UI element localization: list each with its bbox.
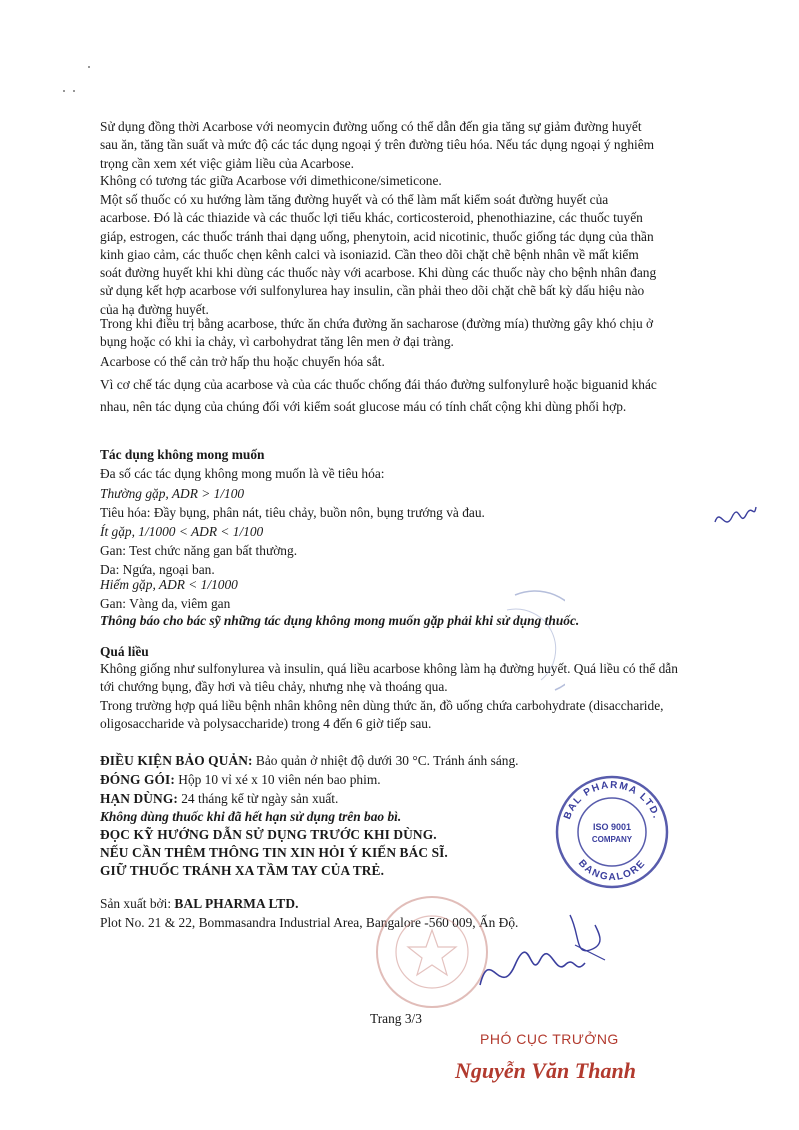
- stamp-top-text: BAL PHARMA LTD.: [562, 779, 662, 821]
- scan-speck: [88, 66, 90, 68]
- scan-speck: [63, 90, 65, 92]
- manufacturer-address: Plot No. 21 & 22, Bommasandra Industrial Area, Bangalore -560 009, Ấn Độ.: [100, 915, 519, 930]
- overdose-paragraph-2: Trong trường hợp quá liều bệnh nhân không nên dùng thức ăn, đồ uống chứa carbohydrate (disaccharide, oligosaccharide và polysaccharide) trong 4 đến 6 giờ tiếp sau.: [100, 698, 664, 732]
- interaction-paragraph-4: Trong khi điều trị bằng acarbose, thức ăn chứa đường ăn sacharose (đường mía) thường gây khó chịu ở bụng hoặc có khi ỉa chảy, vì carbohydrat tăng lên men ở đại tràng.: [100, 316, 654, 350]
- adverse-uncommon-skin: Da: Ngứa, ngoại ban.: [100, 562, 215, 577]
- signatory-title: PHÓ CỤC TRƯỞNG: [480, 1031, 619, 1047]
- warning-read-instructions: ĐỌC KỸ HƯỚNG DẪN SỬ DỤNG TRƯỚC KHI DÙNG.: [100, 827, 437, 842]
- stamp-company-text: COMPANY: [591, 835, 633, 844]
- signature-scribble-upper: [710, 497, 760, 537]
- stamp-iso-text: ISO 9001: [592, 822, 632, 832]
- warning-keep-away-children: GIỮ THUỐC TRÁNH XA TẦM TAY CỦA TRẺ.: [100, 863, 385, 878]
- manufacturer-name: BAL PHARMA LTD.: [174, 896, 299, 911]
- faint-stamp-fragment: [505, 590, 565, 700]
- adverse-uncommon-label: Ít gặp, 1/1000 < ADR < 1/100: [100, 524, 264, 539]
- adverse-rare-label: Hiếm gặp, ADR < 1/1000: [100, 577, 238, 592]
- packing-label: ĐÓNG GÓI:: [100, 772, 175, 787]
- scan-speck: [73, 90, 75, 92]
- warning-ask-doctor: NẾU CẦN THÊM THÔNG TIN XIN HỎI Ý KIẾN BÁC SĨ.: [100, 845, 448, 860]
- adverse-common-text: Tiêu hóa: Đầy bụng, phân nát, tiêu chảy, buồn nôn, bụng trướng và đau.: [100, 505, 485, 520]
- svg-text:BAL PHARMA LTD.: [562, 780, 662, 821]
- overdose-heading: Quá liều: [100, 644, 149, 659]
- storage-line: [100, 752, 680, 770]
- packing-text: Hộp 10 vỉ xé x 10 viên nén bao phim.: [174, 772, 381, 787]
- interaction-paragraph-5: Acarbose có thể cản trở hấp thu hoặc chuyển hóa sắt.: [100, 354, 385, 369]
- svg-text:BANGALORE: [576, 858, 648, 883]
- expiry-label: HẠN DÙNG:: [100, 791, 178, 806]
- adverse-uncommon-liver: Gan: Test chức năng gan bất thường.: [100, 543, 298, 558]
- adverse-heading: Tác dụng không mong muốn: [100, 447, 265, 462]
- page-number: Trang 3/3: [370, 1011, 422, 1026]
- company-stamp: [552, 772, 672, 892]
- warning-expired: Không dùng thuốc khi đã hết hạn sử dụng trên bao bì.: [100, 809, 402, 824]
- stamp-bottom-text: BANGALORE: [575, 857, 649, 884]
- adverse-rare-text: Gan: Vàng da, viêm gan: [100, 596, 231, 611]
- overdose-paragraph-1: Không giống như sulfonylurea và insulin, quá liều acarbose không làm hạ đường huyết. Quá liều có thể dẫn tới chướng bụng, đầy hơi và tiêu chảy, nhưng nhẹ và thoáng qua.: [100, 661, 678, 695]
- signatory-name: Nguyễn Văn Thanh: [455, 1058, 636, 1083]
- signature-main: [470, 905, 630, 1005]
- manufacturer-label: Sản xuất bởi:: [100, 896, 175, 911]
- adverse-common-label: Thường gặp, ADR > 1/100: [100, 486, 245, 501]
- interaction-paragraph-6: Vì cơ chế tác dụng của acarbose và của các thuốc chống đái tháo đường sulfonylurê hoặc biguanid khác nhau, nên tác dụng của chúng đối với kiểm soát glucose máu có tính chất cộng khi dùng phối hợp.: [100, 377, 657, 414]
- storage-text: Bảo quản ở nhiệt độ dưới 30 °C. Tránh ánh sáng.: [252, 753, 519, 768]
- adverse-intro: Đa số các tác dụng không mong muốn là về tiêu hóa:: [100, 466, 385, 481]
- storage-label: ĐIỀU KIỆN BẢO QUẢN:: [100, 753, 253, 768]
- expiry-text: 24 tháng kể từ ngày sản xuất.: [177, 791, 339, 806]
- interaction-paragraph-1: Sử dụng đồng thời Acarbose với neomycin đường uống có thể dẫn đến gia tăng sự giảm đường huyết sau ăn, tăng tần suất và mức độ các tác dụng ngoại ý trên đường tiêu hóa. Nếu tác dụng ngoại ý nghiêm trọng cần xem xét việc giảm liều của Acarbose.: [100, 119, 655, 171]
- interaction-paragraph-2: Không có tương tác giữa Acarbose với dimethicone/simeticone.: [100, 173, 442, 188]
- interaction-paragraph-3: Một số thuốc có xu hướng làm tăng đường huyết và có thể làm mất kiểm soát đường huyết của acarbose. Đó là các thiazide và các thuốc lợi tiểu khác, corticosteroid, phenothiazine, các thuốc tuyến giáp, estrogen, các thuốc tránh thai dạng uống, phenytoin, acid nicotinic, thuốc giống tác dụng của thần kinh giao cảm, các thuốc chẹn kênh calci và isoniazid. Cần theo dõi chặt chẽ bệnh nhân về mất kiểm soát đường huyết khi khi dùng các thuốc này với acarbose. Khi dùng các thuốc này cho bệnh nhân đang sử dụng kết hợp acarbose với sulfonylurea hay insulin, cần phải theo dõi chặt chẽ bất kỳ dấu hiệu nào của hạ đường huyết.: [100, 192, 657, 317]
- adverse-notice: Thông báo cho bác sỹ những tác dụng không mong muốn gặp phải khi sử dụng thuốc.: [100, 613, 580, 628]
